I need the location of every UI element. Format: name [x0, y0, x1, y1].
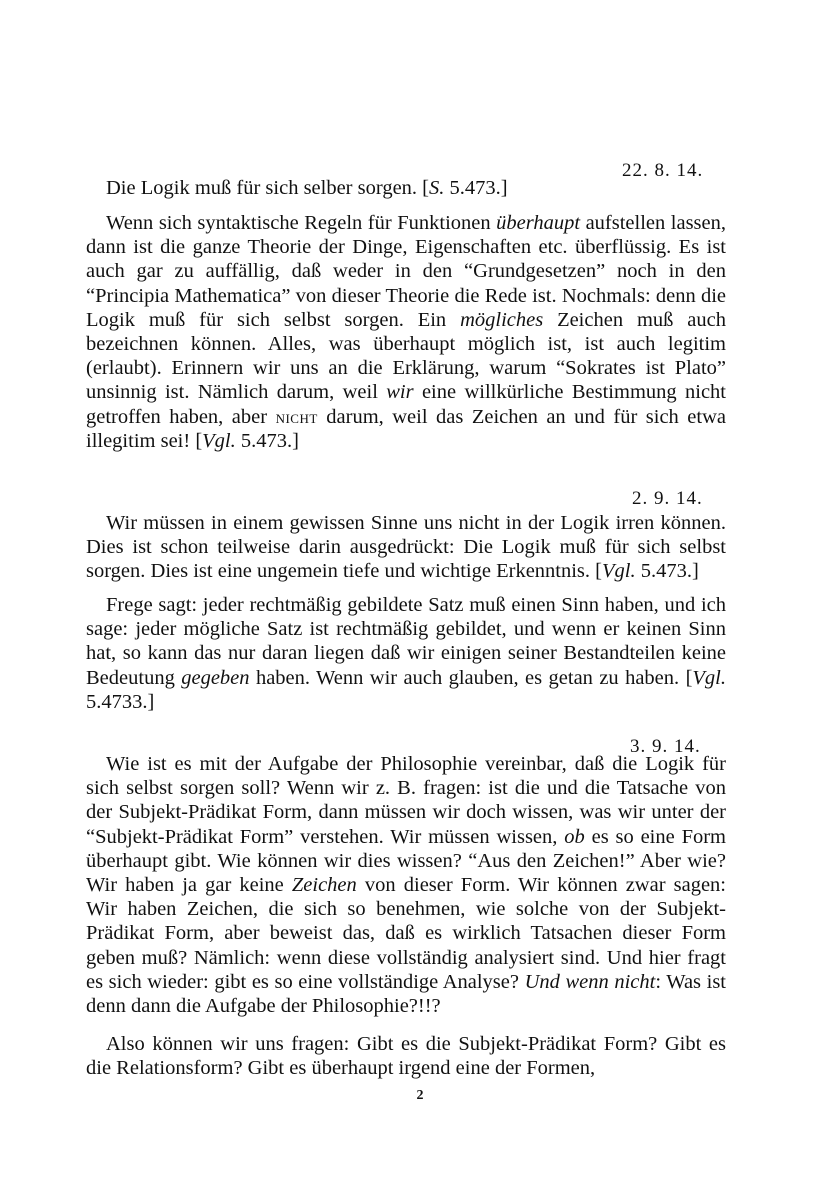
text-run: 5.473.]: [635, 560, 699, 583]
text-run: 5.473.]: [444, 177, 508, 199]
italic-text: überhaupt: [496, 212, 581, 234]
paragraph: [86, 1032, 726, 1080]
text-run: : Was ist denn dann die Aufgabe der Philosophie?!!?: [86, 970, 726, 1018]
paragraph: [86, 593, 726, 714]
entry-date: 22. 8. 14.: [622, 160, 704, 181]
text-run: von dieser Form. Wir können zwar sagen: Wir haben Zeichen, die sich so benehmen, wie solche von der Subjekt-Prädikat Form, aber beweist das, daß es wirklich Tatsachen dieser Form geben muß? Nämlich: wenn diese vollständig analysiert sind. Und hier fragt es sich wieder: gibt es so eine vollständige Analyse?: [86, 874, 726, 993]
small-caps-text: nicht: [275, 406, 318, 427]
text-run: es so eine Form überhaupt gibt. Wie können wir dies wissen? “Aus den Zeichen!” Aber wie? Wir haben ja gar keine: [86, 825, 726, 897]
italic-text: S.: [429, 177, 445, 199]
paragraph: [86, 176, 726, 200]
page-number: 2: [416, 1088, 424, 1103]
entry-date: 3. 9. 14.: [630, 736, 701, 757]
entry-date: 2. 9. 14.: [632, 488, 703, 509]
text-run: 5.473.]: [235, 429, 299, 452]
text-run: darum, weil das Zeichen an und für sich etwa illegitim sei! [: [86, 405, 726, 452]
text-run: Wie ist es mit der Aufgabe der Philosophie vereinbar, daß die Logik für sich selbst sorgen soll? Wenn wir z. B. fragen: ist die und die Tatsache von der Subjekt-Prädikat Form, dann müssen wir doch wissen, was wir unter der “Subjekt-Prädikat Form” verstehen. Wir müssen wissen,: [86, 753, 726, 848]
italic-text: Zeichen: [291, 874, 357, 897]
italic-text: Und wenn nicht: [524, 970, 656, 993]
text-run: haben. Wenn wir auch glauben, es getan zu haben. [: [249, 666, 693, 689]
text-run: Also können wir uns fragen: Gibt es die Subjekt-Prädikat Form? Gibt es die Relationsform? Gibt es überhaupt irgend eine der Formen,: [86, 1033, 726, 1080]
italic-text: Vgl.: [202, 429, 236, 452]
italic-text: wir: [386, 381, 414, 404]
text-run: eine willkürliche Bestimmung nicht getroffen haben, aber: [86, 381, 726, 428]
italic-text: mögliches: [460, 308, 544, 331]
text-run: Die Logik muß für sich selber sorgen. [: [106, 177, 429, 199]
italic-text: Vgl.: [601, 560, 636, 583]
paragraph: [86, 211, 726, 453]
italic-text: ob: [564, 825, 585, 848]
paragraph: [86, 511, 726, 584]
text-run: 5.4733.]: [86, 690, 155, 713]
italic-text: Vgl.: [692, 666, 726, 689]
text-run: Wenn sich syntaktische Regeln für Funktionen: [106, 212, 497, 234]
text-run: Frege sagt: jeder rechtmäßig gebildete Satz muß einen Sinn haben, und ich sage: jeder mögliche Satz ist rechtmäßig gebildet, und wenn er keinen Sinn hat, so kann das nur daran liegen daß wir einigen seiner Bestandteilen keine Bedeutung: [86, 594, 726, 689]
text-run: aufstellen lassen, dann ist die ganze Theorie der Dinge, Eigenschaften etc. überflüssig. Es ist auch gar zu auffällig, daß weder in den “Grundgesetzen” noch in den “Principia Mathematica” von dieser Theorie die Rede ist. Nochmals: denn die Logik muß für sich selbst sorgen. Ein: [86, 212, 726, 331]
paragraph: [86, 752, 726, 1018]
text-run: Zeichen muß auch bezeichnen können. Alles, was überhaupt möglich ist, ist auch legitim (erlaubt). Erinnern wir uns an die Erklärung, warum “Sokrates ist Plato” unsinnig ist. Nämlich darum, weil: [86, 308, 726, 404]
italic-text: gegeben: [181, 666, 250, 689]
text-run: Wir müssen in einem gewissen Sinne uns nicht in der Logik irren können. Dies ist schon teilweise darin ausgedrückt: Die Logik muß für sich selbst sorgen. Dies ist eine ungemein tiefe und wichtige Erkenntnis. [: [86, 512, 726, 583]
